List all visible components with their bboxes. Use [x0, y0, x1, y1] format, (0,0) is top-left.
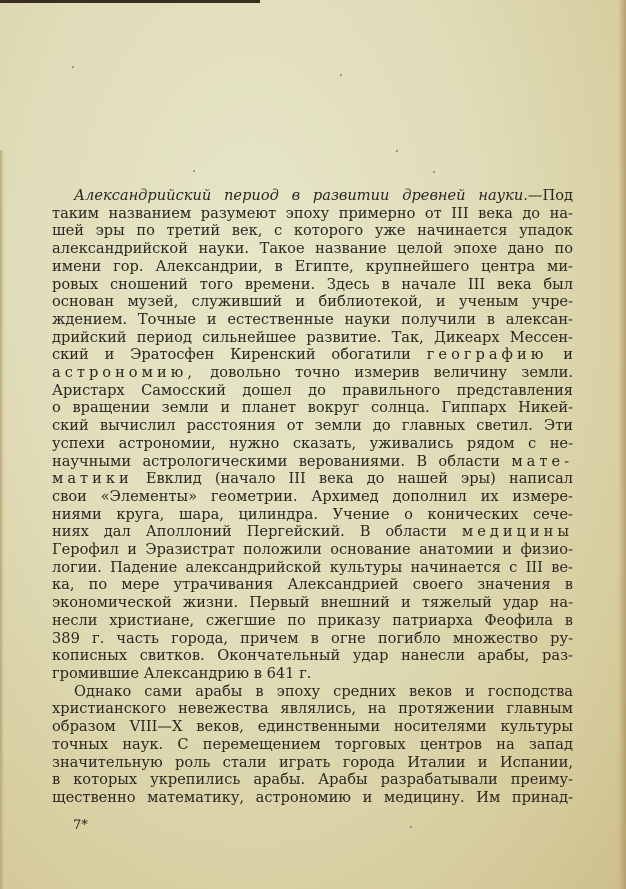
emphasized-term: мате-	[511, 452, 574, 470]
text-line: 389 г. часть города, причем в огне погибло множество ру-	[52, 629, 573, 647]
text-line: христианского невежества являлись, на протяжении главным	[52, 700, 573, 718]
paragraph-arab-science	[52, 683, 573, 807]
text-line: громившие Александрию в 641 г.	[52, 664, 312, 682]
text-line: ниях дал Аполлоний Пергейский. В области медицины	[52, 523, 573, 541]
paper-speck	[72, 66, 74, 68]
page-edge-shadow-right	[618, 0, 626, 889]
text-line: ский и Эратосфен Киренский обогатили географию и	[52, 346, 573, 364]
text-line: значительную роль стали играть города Италии и Испании,	[52, 753, 573, 771]
text-line: в которых укрепились арабы. Арабы разрабатывали преиму-	[52, 771, 573, 789]
text-line: Герофил и Эразистрат положили основание анатомии и физио-	[52, 541, 573, 559]
text-line: экономической жизни. Первый внешний и тяжелый удар на-	[52, 594, 573, 612]
text-line: имени гор. Александрии, в Египте, крупнейшего центра ми-	[52, 257, 573, 275]
text-line: астрономию, довольно точно измерив величину земли.	[52, 364, 573, 382]
text-line: Однако сами арабы в эпоху средних веков и господства	[74, 682, 573, 700]
text-line: о вращении земли и планет вокруг солнца. Гиппарх Никей-	[52, 399, 573, 417]
section-heading: Александрийский период в развитии древней науки.	[74, 187, 528, 204]
emphasized-term: астрономию,	[52, 364, 197, 382]
emphasized-term: географию	[426, 346, 548, 364]
paper-speck	[396, 150, 398, 152]
text-line: ровых сношений того времени. Здесь в начале III века был	[52, 275, 573, 293]
text-line: кописных свитков. Окончательный удар нанесли арабы, раз-	[52, 647, 573, 665]
page-number: 7*	[73, 818, 88, 833]
text-line: точных наук. С перемещением торговых центров на запад	[52, 735, 573, 753]
text-line: свои «Элементы» геометрии. Архимед дополнил их измере-	[52, 487, 573, 505]
text-line: несли христиане, сжегшие по приказу патриарха Феофила в	[52, 611, 573, 629]
paper-speck	[193, 170, 195, 172]
text-line: Аристарх Самосский дошел до правильного представления	[52, 381, 573, 399]
text-line: успехи астрономии, нужно сказать, уживались рядом с не-	[52, 434, 573, 452]
text-line: ка, по мере утрачивания Александрией своего значения в	[52, 576, 573, 594]
text-line: образом VIII—X веков, единственными носителями культуры	[52, 718, 573, 736]
emphasized-term: матики	[52, 470, 133, 488]
text-line: Александрийский период в развитии древней науки.—Под	[74, 187, 573, 204]
page-edge-shadow-left	[0, 150, 4, 889]
text-line: логии. Падение александрийской культуры начинается с III ве-	[52, 558, 573, 576]
text-line: ждением. Точные и естественные науки получили в алексан-	[52, 310, 573, 328]
page-edge-shadow-top	[0, 0, 260, 3]
paper-speck	[340, 74, 342, 76]
paper-speck	[410, 826, 412, 828]
text-line: шей эры по третий век, с которого уже начинается упадок	[52, 222, 573, 240]
text-line: таким названием разумеют эпоху примерно от III века до на-	[52, 204, 573, 222]
body-text	[52, 187, 573, 807]
text-line: основан музей, служивший и библиотекой, и ученым учре-	[52, 293, 573, 311]
text-line: дрийский период сильнейшее развитие. Так, Дикеарх Мессен-	[52, 328, 573, 346]
text-line: ский вычислил расстояния от земли до главных светил. Эти	[52, 417, 573, 435]
text-line: щественно математику, астрономию и медицину. Им принад-	[52, 788, 573, 806]
text-line: научными астрологическими верованиями. В области мате-	[52, 452, 574, 470]
paragraph-alexandrian-period	[52, 187, 573, 683]
paper-speck	[433, 171, 435, 173]
emphasized-term: медицины	[461, 523, 573, 541]
text-line: ниями круга, шара, цилиндра. Учение о конических сече-	[52, 505, 573, 523]
text-line: матики Евклид (начало III века до нашей эры) написал	[52, 470, 573, 488]
text-line: александрийской науки. Такое название целой эпохе дано по	[52, 240, 573, 258]
